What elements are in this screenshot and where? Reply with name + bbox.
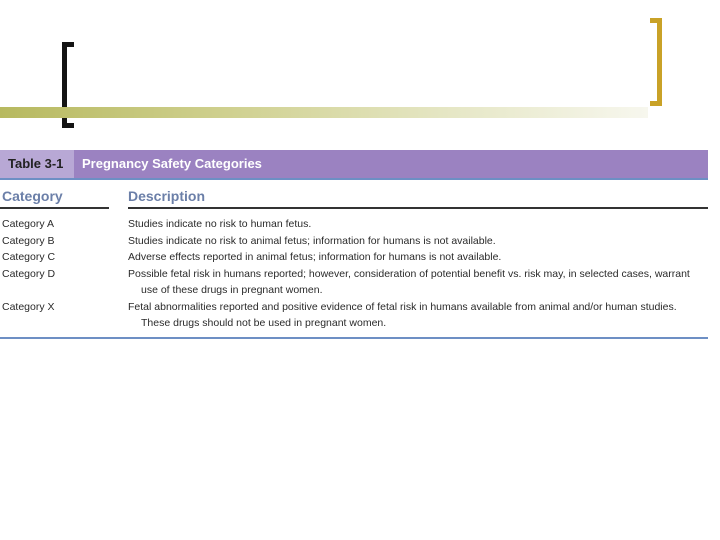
cell-category: Category X [2,300,55,313]
table-row [0,249,708,266]
cell-category: Category A [2,218,54,230]
cell-category: Category D [2,267,56,280]
cell-description: Studies indicate no risk to human fetus. [128,218,312,230]
table-number: Table 3-1 [0,150,74,178]
table-body [0,210,708,332]
table-row [0,216,708,233]
cell-description: Fetal abnormalities reported and positive evidence of fetal risk in humans available from animal and/or human studies. These drugs should not be used in pregnant women. [128,300,677,329]
column-rule-description [128,207,708,209]
table-header-band [0,150,708,178]
cell-description: Possible fetal risk in humans reported; however, consideration of potential benefit vs. risk may, in selected cases, warrant use of these drugs in pregnant women. [128,267,690,296]
table-row [0,266,708,299]
column-header-category: Category [2,188,63,204]
right-bracket-decoration [650,18,662,106]
column-rule-category [0,207,109,209]
table-title: Pregnancy Safety Categories [82,156,262,171]
table-bottom-rule [0,337,708,339]
table-row [0,233,708,250]
cell-description: Studies indicate no risk to animal fetus; information for humans is not available. [128,234,496,247]
column-header-description: Description [128,188,206,204]
cell-description: Adverse effects reported in animal fetus; information for humans is not available. [128,251,502,263]
cell-category: Category C [2,251,56,263]
cell-category: Category B [2,234,55,247]
table-row [0,299,708,332]
title-rule-line [0,107,648,118]
pregnancy-safety-table [0,150,708,339]
column-headers [0,180,708,210]
